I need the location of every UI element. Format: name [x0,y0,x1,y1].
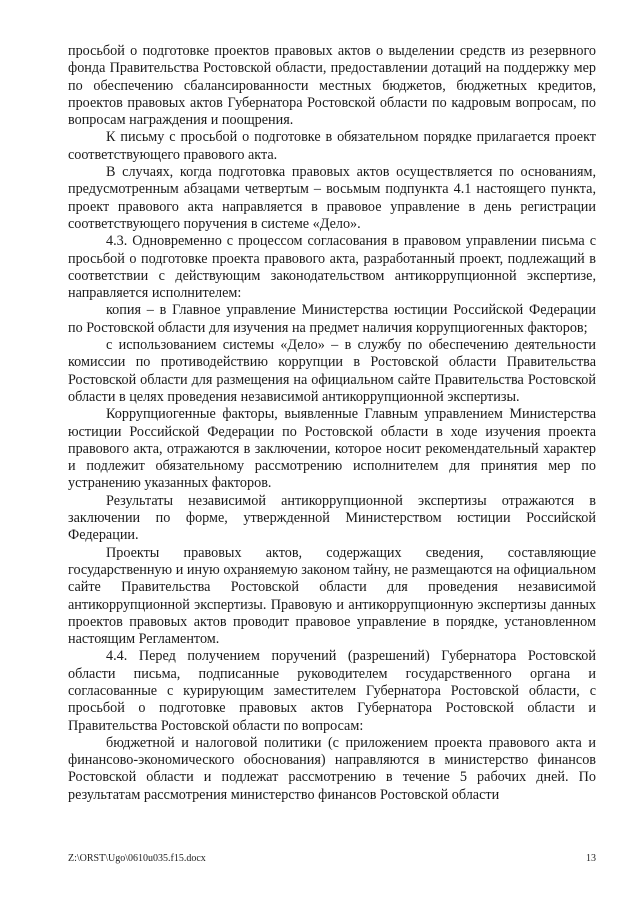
paragraph-7: Коррупциогенные факторы, выявленные Главным управлением Министерства юстиции Российской Федерации по Ростовской области в ходе изучения проекта правового акта, отражаются в заключении, которое носит рекомендательный характер и подлежит обязательному рассмотрению исполнителем для принятия мер по устранению указанных факторов. [68,406,596,492]
paragraph-4-4: 4.4. Перед получением поручений (разрешений) Губернатора Ростовской области письма, подписанные руководителем государственного органа и согласованные с курирующим заместителем Губернатора Ростовской области, с просьбой о подготовке правовых актов Губернатора Ростовской области и Правительства Ростовской области по вопросам: [68,648,596,734]
paragraph-6: с использованием системы «Дело» – в службу по обеспечению деятельности комиссии по противодействию коррупции в Ростовской области Правительства Ростовской области для размещения на официальном сайте Правительства Ростовской области в целях проведения независимой антикоррупционной экспертизы. [68,337,596,405]
paragraph-3: В случаях, когда подготовка правовых актов осуществляется по основаниям, предусмотренным абзацами четвертым – восьмым подпункта 4.1 настоящего пункта, проект правового акта направляется в правовое управление в день регистрации соответствующего поручения в системе «Дело». [68,164,596,232]
paragraph-1: просьбой о подготовке проектов правовых актов о выделении средств из резервного фонда Правительства Ростовской области, предоставлении дотаций на поддержку мер по обеспечению сбалансированности местных бюджетов, бюджетных кредитов, проектов правовых актов Губернатора Ростовской области по кадровым вопросам, по вопросам награждения и поощрения. [68,43,596,129]
paragraph-11: бюджетной и налоговой политики (с приложением проекта правового акта и финансово-экономического обоснования) направляются в министерство финансов Ростовской области и подлежат рассмотрению в течение 5 рабочих дней. По результатам рассмотрения министерство финансов Ростовской области [68,734,596,803]
paragraph-9: Проекты правовых актов, содержащих сведения, составляющие государственную и иную охраняемую законом тайну, не размещаются на официальном сайте Правительства Ростовской области для проведения независимой антикоррупционной экспертизы. Правовую и антикоррупционную экспертизы данных проектов правовых актов проводит правовое управление в порядке, установленном настоящим Регламентом. [68,544,596,648]
document-body [68,43,596,804]
file-path: Z:\ORST\Ugo\0610u035.f15.docx [68,853,206,864]
paragraph-4-3: 4.3. Одновременно с процессом согласования в правовом управлении письма с просьбой о подготовке проекта правового акта, разработанный проект, подлежащий в соответствии с действующим законодательством антикоррупционной экспертизе, направляется исполнителем: [68,233,596,302]
paragraph-2: К письму с просьбой о подготовке в обязательном порядке прилагается проект соответствующего правового акта. [68,129,596,163]
page-number: 13 [586,853,596,864]
paragraph-8: Результаты независимой антикоррупционной экспертизы отражаются в заключении по форме, утвержденной Министерством юстиции Российской Федерации. [68,492,596,544]
paragraph-5: копия – в Главное управление Министерства юстиции Российской Федерации по Ростовской области для изучения на предмет наличия коррупциогенных факторов; [68,302,596,336]
